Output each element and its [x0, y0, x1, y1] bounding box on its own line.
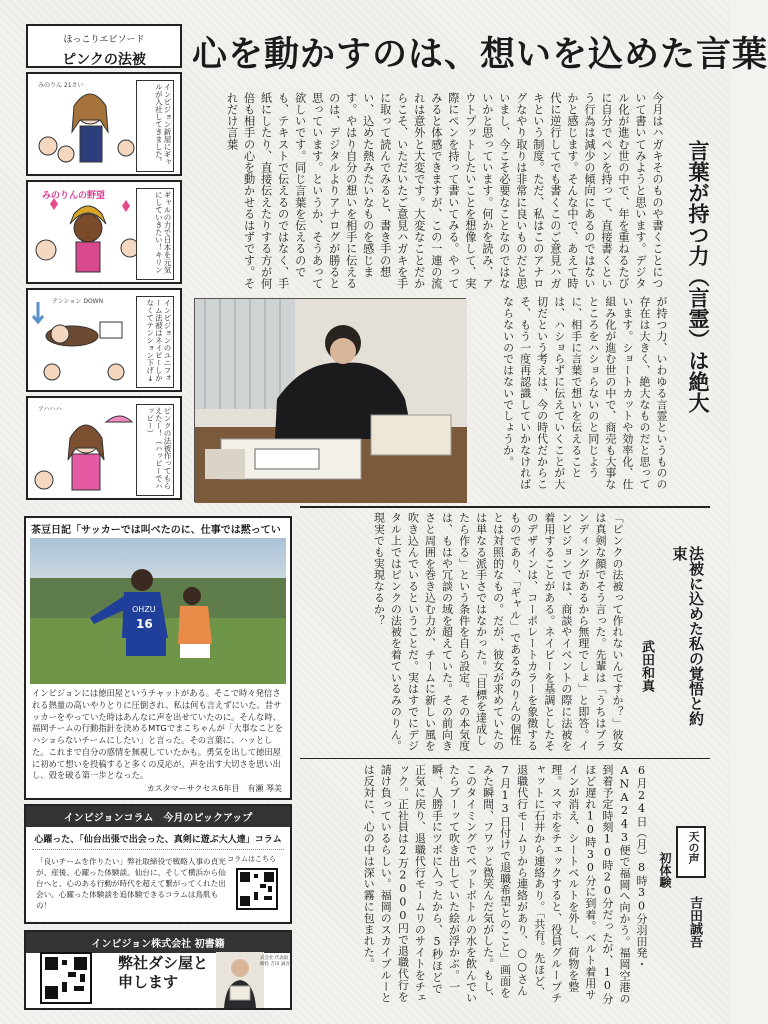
- comic-header: [26, 24, 182, 68]
- tennokoe-author: 吉田誠吾: [687, 896, 702, 948]
- comic-panel-2-small: みのりんの野望: [42, 191, 106, 201]
- column-description: 「良いチームを作りたい」弊社取締役で戦略人事の貞光が、産後、心躍った体験談。仙台に、そして横浜から仙台へと、心のある行動が時代を超えて繋がってくれた出会い。心躍った体験談を追体験できるコラムは鳥肌もの！: [36, 857, 226, 910]
- jersey-brand: OHZU: [132, 605, 156, 614]
- column-box: [24, 804, 292, 924]
- comic-panel-3-caption: インビジョンのユニフォーム法被はネイビーしかなくてテンション下げ↓: [136, 296, 174, 388]
- soccer-photo-illustration: [30, 538, 286, 684]
- comic-panel-4-caption: ピンクの法被作ってもらえたー！（ハッピーでハッピー）: [136, 404, 174, 496]
- column-headline[interactable]: 心躍った、「仙台出張で出会った、真剣に遊ぶ大人達」コラム: [32, 827, 284, 850]
- diary-box: [24, 516, 292, 800]
- tennokoe-subtitle: 初体験: [658, 852, 672, 888]
- diary-text: インビジョンには徳田屋というチャットがある。そこで時々発信される熱量の高いやりとりに圧倒され、私は何も言えずにいた。昔サッカーをやっていた時はあんなに声を出せていたのに。そんな時、福岡チームの行動指針を決めるMTGでまこちゃんが「大事なことをハショらないチームにしたい」と言った。その言葉に、ハッとした。これまで自分の感情を無視していたかも。勇気を出して徳田屋に初めて想いを投稿すると多くの反応が。声を出す大切さを思い出し、殻を破る第一歩となった。: [32, 688, 283, 781]
- tennokoe-label: 天の声: [676, 826, 706, 878]
- main-subheading: 言葉が持つ力（言霊）は絶大: [686, 140, 711, 413]
- comic-panel-2: [26, 180, 182, 284]
- diary-title: 茶豆日記「サッカーでは叫べたのに、仕事では黙ってい: [31, 525, 281, 536]
- comic-illustration-1: [30, 76, 140, 176]
- jersey-number: 16: [136, 617, 153, 631]
- section-divider: [300, 506, 710, 508]
- main-photo: [194, 298, 466, 502]
- column-qr-code[interactable]: [236, 868, 278, 910]
- lower-article-title: 法被に込めた私の覚悟と約束: [670, 546, 705, 726]
- lower-article-author: 武田和真: [639, 640, 654, 692]
- main-article-continuation: が持つ力、いわゆる言霊というものの存在は大きく、絶大なものだと思っています。ショートカットや効率化、仕組み化が進む世の中で、商売も大事なところをハショらないのと同じように、相手に言葉で想いを伝えることは、ハショらずに伝えていくことが大切だという考えは、今の時代だからこそ、もう一度再認識していかなければならないのではないでしょうか。: [501, 296, 668, 490]
- lower-article-body: 「ピンクの法被って作れないんですか？」彼女は真剣な顔でそう言った。先輩は「うちはブランディングがあるから無理でしょ」と即答。インビジョンでは、商談やイベントの際に法被を着用することがある。ネイビーを基調としたそのデザインは、コーポレートカラーを象徴するものであり、「ギャル」であるみのりんの個性とは対照的なもの。だが、彼女が求めていたのは単なる派手さではなかった。「目標を達成したら作る」という条件を自ら設定。その本気度は、もはや冗談の域を超えていた。その前向きさと周囲を巻き込む力が、チームに新しい風を吹き込んでいるということだ。実はすでにデジタル上ではピンクの法被を着ているみのりん。現実でも実現なるか？: [372, 512, 624, 752]
- comic-title: ピンクの法被: [62, 52, 146, 68]
- tennokoe-body: 6月24日（月）8時30分羽田発・ANA243便で福岡へ向かう。福岡空港の到着予定時刻10時20分だったが、10分ほど遅れ10時30分に到着。ベルト着用サインが消え、シートベルトを外し、荷物を整理。スマホをチェックすると、役員グループチャットに石井から連絡あり。「共有。先ほど、退職代行モームリから連絡があり、○○さん7月13日付けで退職希望とのこと」画面をみた瞬間、フワッと微笑んだ気がした。もし、このタイミングでペットボトルの水を飲んでいたらブーッて吹き出していた絵が浮かぶ。一瞬、人勝手にツボに入ったから、5秒ほどで正気に戻り、退職代行モームリのサイトをチェック。正社員は2万2000円で退職代行を請け負っているらしい。福岡のスカイブルーとは反対に、心の中は深い霧に包まれた。: [362, 764, 648, 1004]
- diary-photo: [30, 538, 286, 684]
- diary-author: カスタマーサクセス6年目 有瀬 琴美: [146, 784, 282, 793]
- comic-illustration-3: [30, 292, 140, 392]
- column-qr-label: コラムはこちら: [227, 855, 276, 863]
- comic-panel-1-small: みのりん 21さい: [38, 82, 84, 89]
- comic-panel-4: [26, 396, 182, 500]
- comic-series-label: ほっこりエピソード: [63, 35, 145, 45]
- writing-photo-illustration: [195, 299, 467, 503]
- main-article-body: 今月はハガキそのものや書くことについて書いてみようと思います。デジタル化が進む世の中で、年を重ねるたびに自分でペンを持って、直接書くという行為は減少の傾向にあるのではないかと感じます。そんな中で、あえて時代に逆行してでも書くこのご意見ハガキという制度。ただ、私はこのアナログなやり取りは非常に良いものだと思いまし、今こそ必要なことなのではないかと思っています。何かを読み、アウトプットしたいことを想像して、実際にペンを持って書いてみる。やってみると体感できますが、この一連の流れは意外と大変です。大変なことだからこそ、いただいたご意見ハガキを手に取って読んでみると、書き手の想い、込めた熱みたいなものを感じます。やはり自分の想いを相手に伝えるのは、デジタルよりアナログが勝ると思っています。というか、そうあって欲しいです。同じ言葉を伝えるのでも、テキストで伝えるのではなく、手紙にしたり、直接伝えたりする方が何倍も相手の心を動かせるはずです。それだけ言葉: [225, 92, 664, 290]
- book-title: 弊社ダシ屋と申します: [118, 954, 209, 991]
- column-bar: インビジョンコラム 今月のピックアップ: [26, 806, 290, 827]
- comic-panel-1-caption: インビジョン新屋にギャルが入社してきました。: [136, 80, 174, 172]
- section-divider: [300, 758, 710, 759]
- book-qr-code[interactable]: [40, 952, 92, 1004]
- book-author-note: インビジョン株式会社 代表取締役 吉田 誠吾: [260, 950, 292, 967]
- comic-panel-3: [26, 288, 182, 392]
- comic-panel-4-small: アハハハ: [38, 406, 62, 413]
- comic-panel-1: [26, 72, 182, 176]
- comic-illustration-4: [30, 400, 140, 500]
- book-bar: インビジョン株式会社 初書籍: [26, 932, 290, 953]
- author-photo: [216, 952, 264, 1008]
- comic-panel-2-caption: ギャルの力で日本を元気にしていきたい！キリン: [136, 188, 174, 280]
- main-headline: 心を動かすのは、想いを込めた言葉: [192, 34, 768, 75]
- book-box: [24, 930, 292, 1010]
- comic-panel-3-small: テンション DOWN: [52, 298, 104, 305]
